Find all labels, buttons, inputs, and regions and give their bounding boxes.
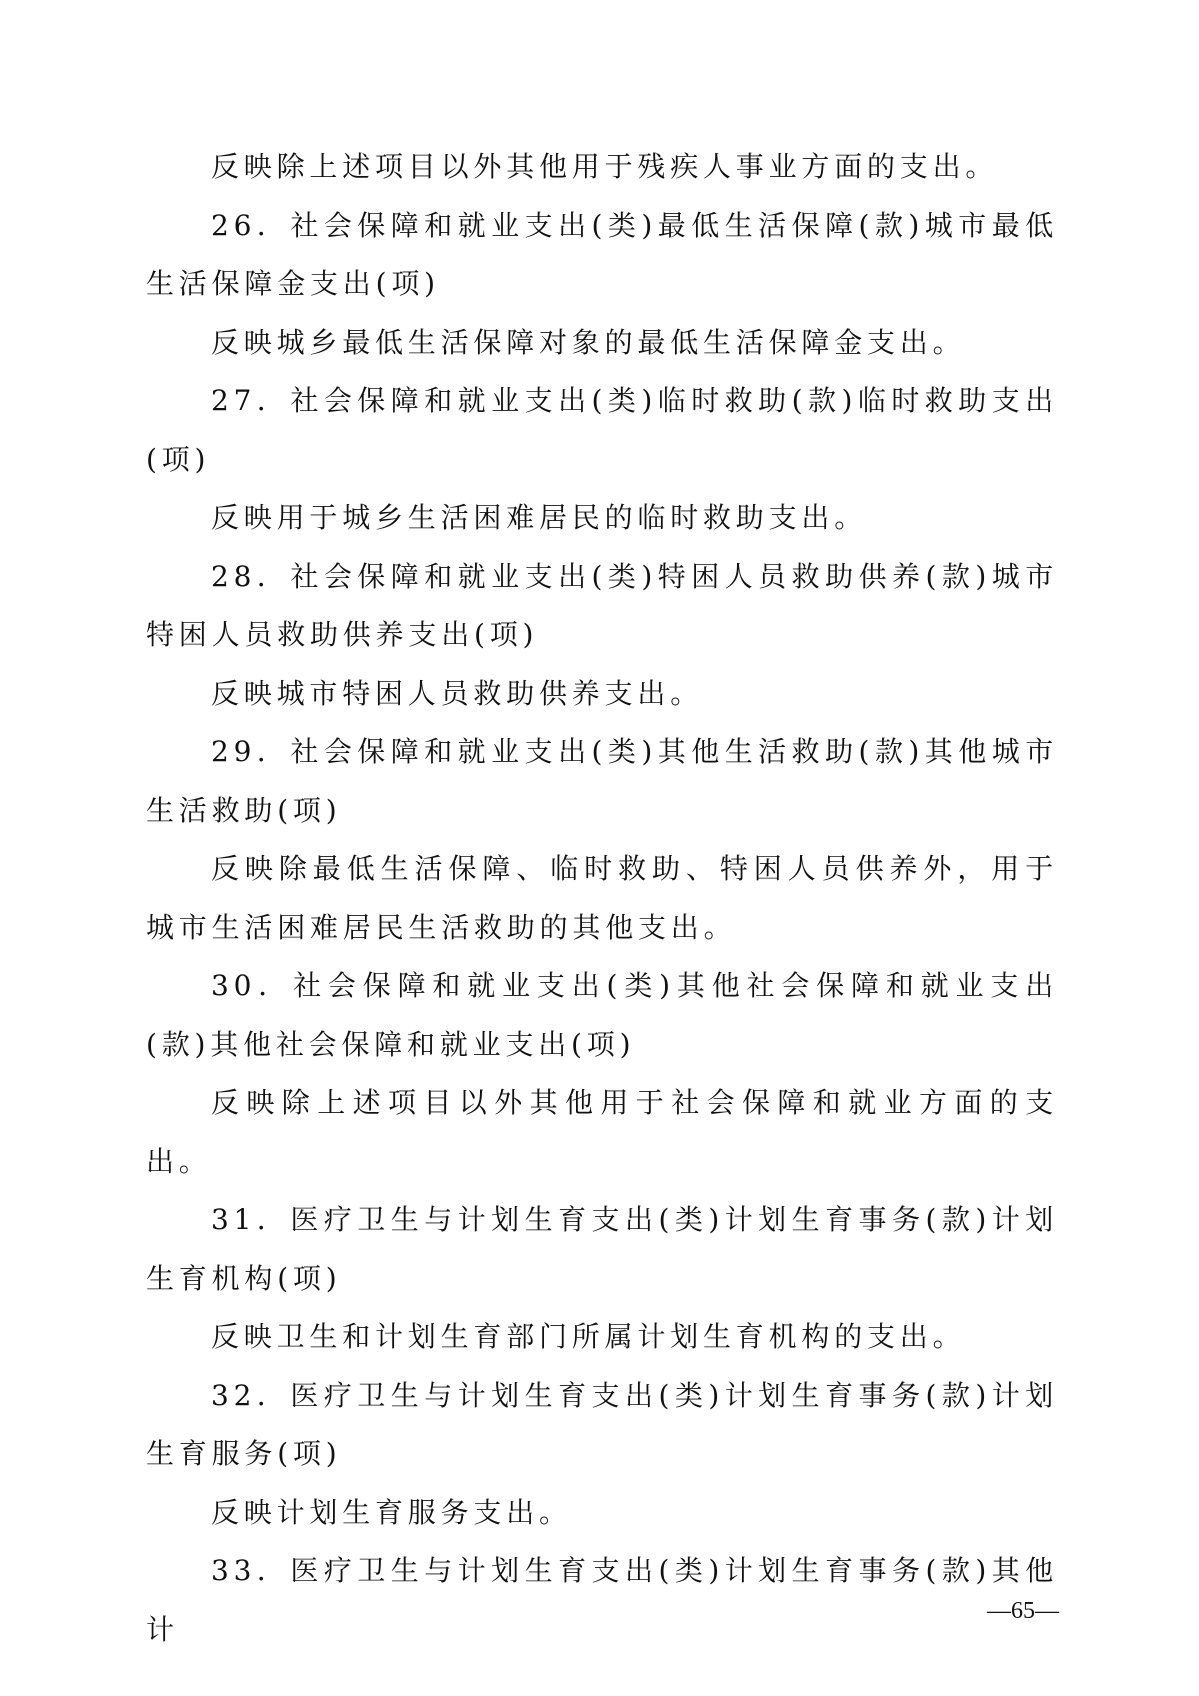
paragraph: 反映城乡最低生活保障对象的最低生活保障金支出。 (211, 325, 966, 359)
paragraph: 反映除最低生活保障、临时救助、特困人员供养外，用于城市生活困难居民生活救助的其他支出。 (146, 852, 1058, 944)
page-number: —65— (987, 1598, 1059, 1624)
paragraph: 30．社会保障和就业支出(类)其他社会保障和就业支出(款)其他社会保障和就业支出(项) (146, 969, 1058, 1061)
paragraph: 27．社会保障和就业支出(类)临时救助(款)临时救助支出(项) (146, 384, 1058, 476)
paragraph: 反映计划生育服务支出。 (211, 1495, 572, 1529)
paragraph: 26．社会保障和就业支出(类)最低生活保障(款)城市最低生活保障金支出(项) (146, 208, 1058, 300)
body-text (146, 138, 1058, 1659)
paragraph: 反映用于城乡生活困难居民的临时救助支出。 (211, 501, 868, 534)
paragraph: 反映城市特困人员救助供养支出。 (211, 676, 704, 710)
paragraph: 反映除上述项目以外其他用于社会保障和就业方面的支出。 (146, 1086, 1058, 1178)
paragraph: 反映卫生和计划生育部门所属计划生育机构的支出。 (211, 1320, 966, 1353)
paragraph: 29．社会保障和就业支出(类)其他生活救助(款)其他城市生活救助(项) (146, 735, 1058, 827)
paragraph: 33．医疗卫生与计划生育支出(类)计划生育事务(款)其他计 (146, 1554, 1058, 1646)
paragraph: 28．社会保障和就业支出(类)特困人员救助供养(款)城市特困人员救助供养支出(项) (146, 559, 1058, 651)
paragraph: 反映除上述项目以外其他用于残疾人事业方面的支出。 (211, 150, 999, 183)
paragraph: 31．医疗卫生与计划生育支出(类)计划生育事务(款)计划生育机构(项) (146, 1203, 1058, 1295)
paragraph: 32．医疗卫生与计划生育支出(类)计划生育事务(款)计划生育服务(项) (146, 1378, 1058, 1470)
